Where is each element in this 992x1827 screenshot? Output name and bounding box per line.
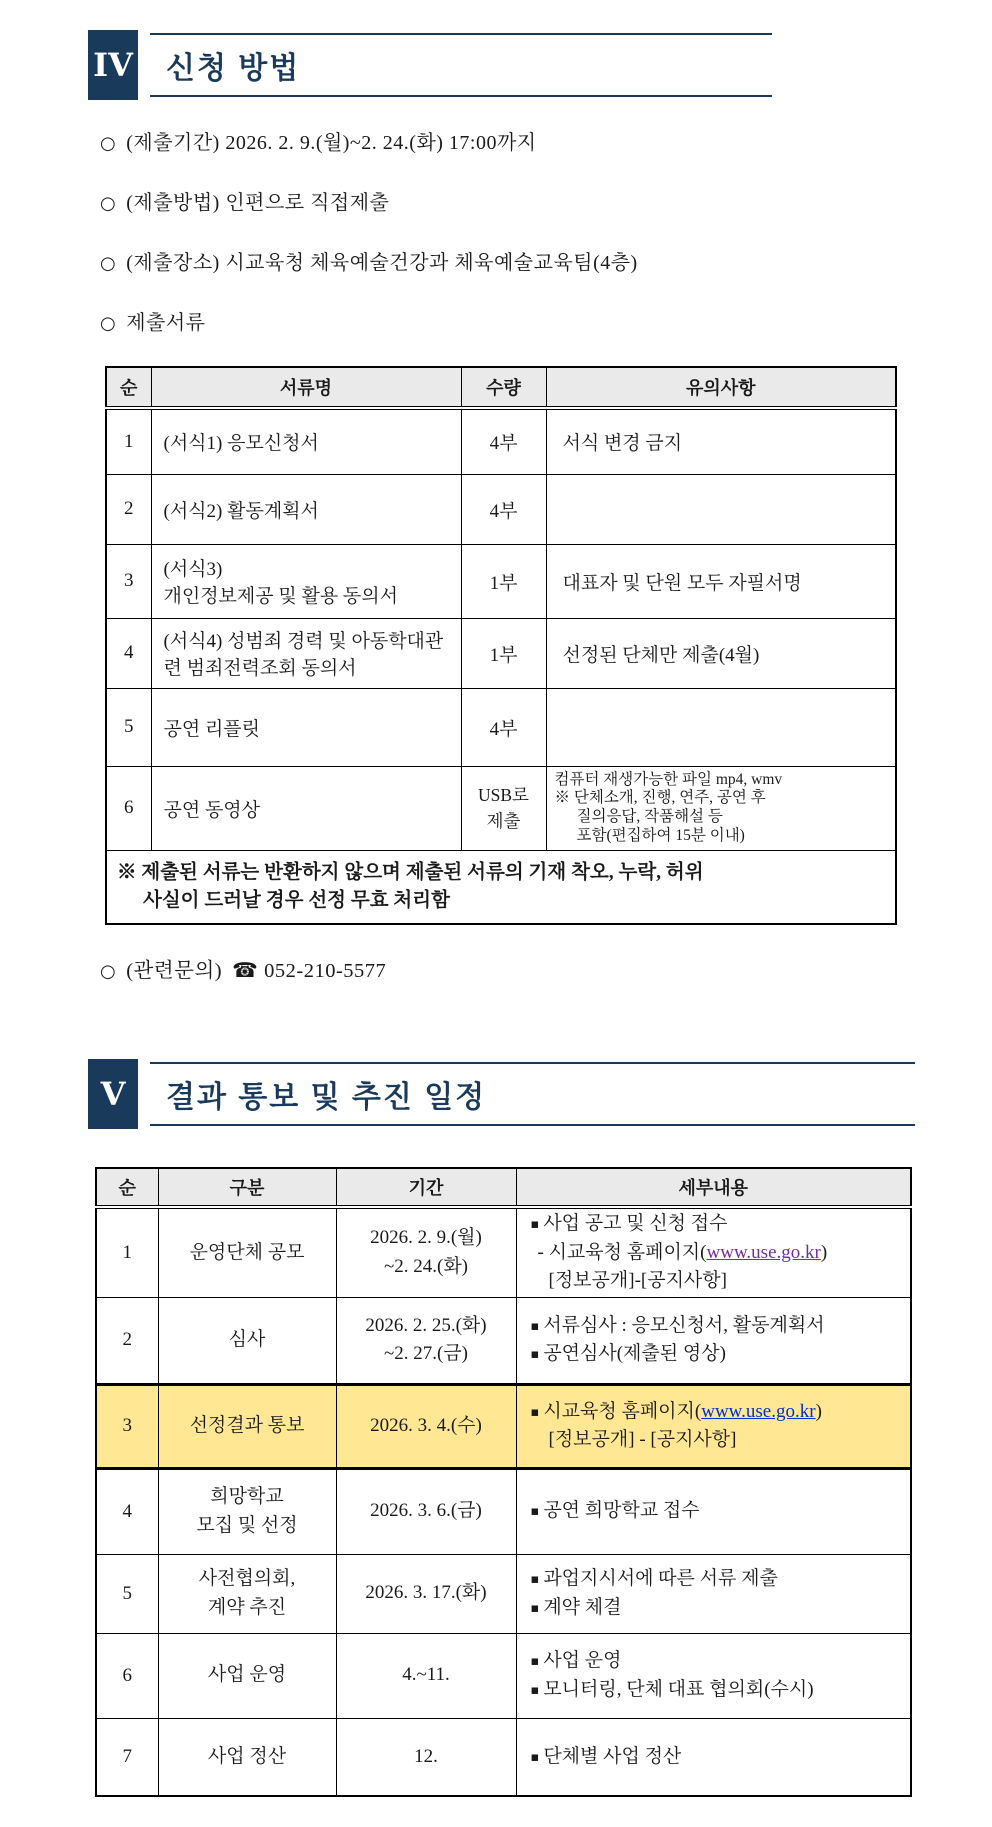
cell-qty: 1부 <box>461 618 546 688</box>
section-5-title: 결과 통보 및 추진 일정 <box>166 1081 487 1115</box>
cell-detail <box>516 1207 911 1297</box>
cell-period <box>336 1633 516 1718</box>
cell-no: 5 <box>96 1554 158 1633</box>
bullet-submission-place <box>100 246 992 275</box>
detail-text: 단체별 사업 정산 <box>543 1745 682 1767</box>
detail-text: ) <box>820 1241 828 1263</box>
cell-note <box>546 766 896 850</box>
detail-text: 모니터링, 단체 대표 협의회(수시) <box>543 1678 814 1700</box>
section-4-bullets <box>100 126 992 335</box>
table-row <box>106 408 896 474</box>
detail-text: - 시교육청 홈페이지( <box>537 1241 707 1263</box>
detail-line <box>531 1676 910 1705</box>
table-header-row <box>96 1168 911 1207</box>
header-cell-period: 기간 <box>336 1168 516 1207</box>
bullet-submission-documents <box>100 306 992 335</box>
cell-category: 운영단체 공모 <box>158 1207 336 1297</box>
cell-detail <box>516 1554 911 1633</box>
cell-period <box>336 1384 516 1468</box>
cell-no: 7 <box>96 1718 158 1796</box>
cell-no: 1 <box>96 1207 158 1297</box>
bullet-text: (제출방법) 인편으로 직접제출 <box>126 192 390 214</box>
period-line: 4.~11. <box>402 1664 450 1686</box>
detail-line <box>531 1312 910 1341</box>
detail-text: 서류심사 : 응모신청서, 활동계획서 <box>543 1314 825 1336</box>
cell-category <box>158 1468 336 1554</box>
table-row <box>96 1207 911 1297</box>
cell-category <box>158 1554 336 1633</box>
website-link[interactable]: www.use.go.kr <box>701 1400 816 1422</box>
note-line: 질의응답, 작품해설 등 <box>576 808 723 825</box>
cell-no: 3 <box>106 544 151 618</box>
circle-bullet-icon: ○ <box>100 193 117 214</box>
cell-category: 사업 운영 <box>158 1633 336 1718</box>
detail-text: 사업 운영 <box>543 1650 622 1672</box>
contact-line <box>100 953 992 983</box>
detail-line <box>531 1340 910 1369</box>
detail-line <box>531 1497 910 1526</box>
website-link[interactable]: www.use.go.kr <box>706 1241 821 1263</box>
bullet-text: (제출장소) 시교육청 체육예술건강과 체육예술교육팀(4층) <box>126 252 638 274</box>
detail-text: 공연 희망학교 접수 <box>543 1500 700 1522</box>
detail-line <box>531 1743 910 1772</box>
qty-line: 제출 <box>486 811 521 831</box>
square-bullet-icon: ▪ <box>530 1654 540 1670</box>
table-row <box>96 1718 911 1796</box>
detail-line <box>531 1565 910 1594</box>
header-cell-doc-name: 서류명 <box>151 367 461 408</box>
table-row <box>106 688 896 766</box>
cell-no: 4 <box>96 1468 158 1554</box>
square-bullet-icon: ▪ <box>530 1749 540 1765</box>
header-cell-no: 순 <box>106 367 151 408</box>
detail-line <box>531 1594 910 1623</box>
detail-text: 시교육청 홈페이지( <box>543 1400 702 1422</box>
square-bullet-icon: ▪ <box>530 1347 540 1363</box>
header-cell-detail: 세부내용 <box>516 1168 911 1207</box>
detail-text: 계약 체결 <box>543 1596 622 1618</box>
cell-note: 선정된 단체만 제출(4월) <box>546 618 896 688</box>
square-bullet-icon: ▪ <box>530 1504 540 1520</box>
cell-doc-name: 공연 동영상 <box>151 766 461 850</box>
section-5-numeral-box: V <box>88 1059 138 1129</box>
circle-bullet-icon: ○ <box>100 133 117 154</box>
cell-detail <box>516 1297 911 1384</box>
cell-doc-name: 공연 리플릿 <box>151 688 461 766</box>
period-line: 2026. 2. 9.(월) <box>370 1227 482 1249</box>
footnote-line: 사실이 드러날 경우 선정 무효 처리함 <box>143 889 450 911</box>
table-row <box>106 474 896 544</box>
cell-no: 5 <box>106 688 151 766</box>
contact-number: 052-210-5577 <box>264 960 387 983</box>
cell-doc-name <box>151 544 461 618</box>
bullet-submission-period <box>100 126 992 155</box>
detail-line <box>531 1398 910 1427</box>
table-row <box>96 1554 911 1633</box>
bullet-submission-method <box>100 186 992 215</box>
section-4-header <box>88 30 772 100</box>
cell-period <box>336 1718 516 1796</box>
header-cell-note: 유의사항 <box>546 367 896 408</box>
cell-no: 2 <box>106 474 151 544</box>
table-row <box>106 618 896 688</box>
doc-name-line: (서식3) <box>163 559 223 580</box>
detail-text: 과업지시서에 따른 서류 제출 <box>543 1568 778 1590</box>
cell-period <box>336 1297 516 1384</box>
section-4-numeral-box: IV <box>88 30 138 100</box>
section-4-titlebar <box>150 33 772 97</box>
footnote-cell <box>106 850 896 924</box>
square-bullet-icon: ▪ <box>530 1682 540 1698</box>
doc-name-line: 개인정보제공 및 활용 동의서 <box>163 586 398 607</box>
circle-bullet-icon: ○ <box>100 253 117 274</box>
section-5-header <box>88 1059 915 1129</box>
section-4-title: 신청 방법 <box>166 52 301 85</box>
cell-detail <box>516 1384 911 1468</box>
cell-detail <box>516 1633 911 1718</box>
table-row <box>106 766 896 850</box>
detail-line <box>531 1210 910 1239</box>
submission-documents-table <box>105 366 897 925</box>
table-row <box>96 1468 911 1554</box>
circle-bullet-icon: ○ <box>100 313 117 334</box>
cell-doc-name: (서식2) 활동계획서 <box>151 474 461 544</box>
category-line: 사전협의회, <box>198 1568 296 1590</box>
square-bullet-icon: ▪ <box>530 1600 540 1616</box>
detail-text: 사업 공고 및 신청 접수 <box>543 1213 728 1235</box>
period-line: 2026. 3. 4.(수) <box>370 1414 482 1436</box>
cell-no: 2 <box>96 1297 158 1384</box>
cell-qty: 4부 <box>461 408 546 474</box>
detail-text: 공연심사(제출된 영상) <box>543 1343 726 1365</box>
detail-line <box>531 1239 910 1268</box>
note-line: 포함(편집하여 15분 이내) <box>576 826 745 844</box>
cell-category: 심사 <box>158 1297 336 1384</box>
cell-category: 사업 정산 <box>158 1718 336 1796</box>
bullet-text: (제출기간) 2026. 2. 9.(월)~2. 24.(화) 17:00까지 <box>126 132 537 154</box>
table-row <box>96 1633 911 1718</box>
cell-note: 대표자 및 단원 모두 자필서명 <box>546 544 896 618</box>
table-row <box>106 544 896 618</box>
header-cell-qty: 수량 <box>461 367 546 408</box>
detail-text: [정보공개] - [공지사항] <box>548 1429 737 1451</box>
cell-note <box>546 688 896 766</box>
cell-qty: 1부 <box>461 544 546 618</box>
cell-no: 6 <box>96 1633 158 1718</box>
detail-line <box>531 1647 910 1676</box>
period-line: 12. <box>414 1745 438 1767</box>
circle-bullet-icon: ○ <box>100 961 117 983</box>
table-row-highlighted <box>96 1384 911 1468</box>
cell-no: 6 <box>106 766 151 850</box>
header-cell-no: 순 <box>96 1168 158 1207</box>
contact-label: (관련문의) <box>126 960 223 983</box>
footnote-line: ※ 제출된 서류는 반환하지 않으며 제출된 서류의 기재 착오, 누락, 허위 <box>117 861 704 883</box>
period-line: ~2. 27.(금) <box>383 1343 469 1365</box>
cell-no: 1 <box>106 408 151 474</box>
detail-line <box>531 1267 910 1296</box>
period-line: 2026. 3. 17.(화) <box>365 1582 487 1604</box>
cell-period <box>336 1468 516 1554</box>
detail-text: ) <box>815 1400 822 1422</box>
table-header-row <box>106 367 896 408</box>
note-line: ※ 단체소개, 진행, 연주, 공연 후 <box>554 789 766 807</box>
square-bullet-icon: ▪ <box>530 1217 540 1233</box>
cell-note <box>546 474 896 544</box>
note-line: 컴퓨터 재생가능한 파일 mp4, wmv <box>554 770 783 788</box>
detail-line <box>531 1426 910 1455</box>
category-line: 계약 추진 <box>207 1596 287 1618</box>
period-line: ~2. 24.(화) <box>383 1255 469 1277</box>
cell-category: 선정결과 통보 <box>158 1384 336 1468</box>
square-bullet-icon: ▪ <box>530 1572 540 1588</box>
schedule-table <box>95 1167 912 1797</box>
cell-doc-name: (서식1) 응모신청서 <box>151 408 461 474</box>
cell-qty <box>461 766 546 850</box>
category-line: 희망학교 <box>210 1486 284 1508</box>
period-line: 2026. 2. 25.(화) <box>365 1314 487 1336</box>
qty-line: USB로 <box>478 784 529 805</box>
square-bullet-icon: ▪ <box>530 1318 540 1334</box>
category-line: 모집 및 선정 <box>196 1514 298 1536</box>
period-line: 2026. 3. 6.(금) <box>370 1500 482 1522</box>
cell-qty: 4부 <box>461 688 546 766</box>
cell-detail <box>516 1468 911 1554</box>
cell-period <box>336 1554 516 1633</box>
cell-no: 4 <box>106 618 151 688</box>
cell-qty: 4부 <box>461 474 546 544</box>
phone-icon: ☎ <box>232 958 259 983</box>
section-5-titlebar <box>150 1062 915 1126</box>
table-row <box>96 1297 911 1384</box>
cell-period <box>336 1207 516 1297</box>
cell-detail <box>516 1718 911 1796</box>
table-footnote-row <box>106 850 896 924</box>
square-bullet-icon: ▪ <box>530 1404 540 1420</box>
bullet-text: 제출서류 <box>126 312 206 334</box>
cell-no: 3 <box>96 1384 158 1468</box>
header-cell-category: 구분 <box>158 1168 336 1207</box>
detail-text: [정보공개]-[공지사항] <box>548 1270 727 1292</box>
cell-note: 서식 변경 금지 <box>546 408 896 474</box>
cell-doc-name: (서식4) 성범죄 경력 및 아동학대관련 범죄전력조회 동의서 <box>151 618 461 688</box>
